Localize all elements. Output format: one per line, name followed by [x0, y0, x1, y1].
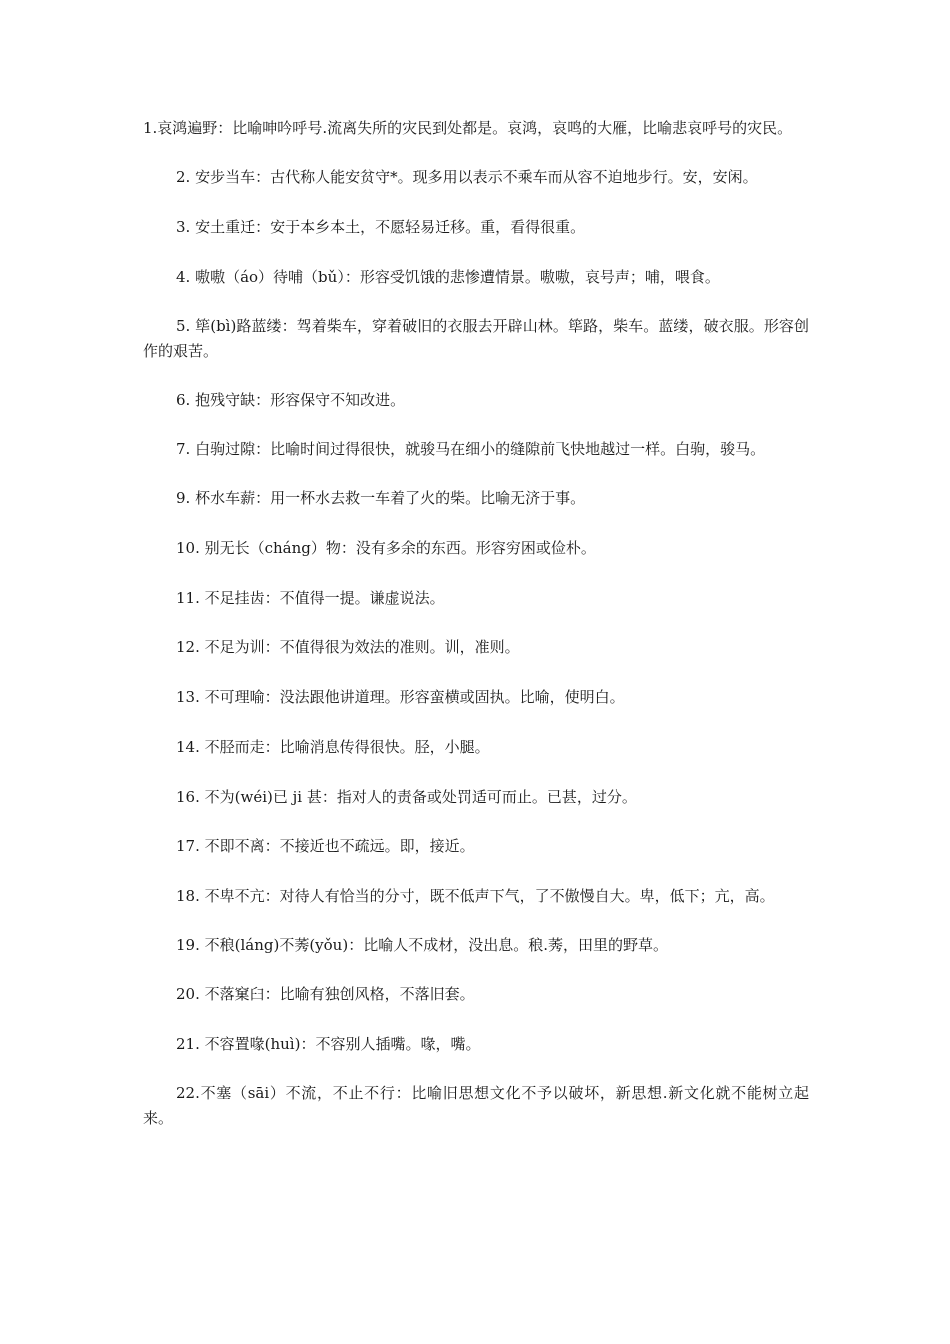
- entry-20: 20. 不落窠臼：比喻有独创风格，不落旧套。: [176, 985, 475, 1003]
- entry-17: 17. 不即不离：不接近也不疏远。即，接近。: [176, 837, 475, 855]
- document-body: [143, 116, 809, 1131]
- entry-6: 6. 抱残守缺：形容保守不知改进。: [176, 391, 406, 409]
- entry-22: 22.不塞（sāi）不流，不止不行：比喻旧思想文化不予以破坏，新思想.新文化就不能树立起来。: [143, 1084, 809, 1127]
- entry-3: 3. 安土重迁：安于本乡本土，不愿轻易迁移。重，看得很重。: [176, 218, 586, 236]
- entry-11: 11. 不足挂齿：不值得一提。谦虚说法。: [176, 589, 445, 607]
- entry-2: 2. 安步当车：古代称人能安贫守*。现多用以表示不乘车而从容不迫地步行。安，安闲。: [176, 168, 758, 186]
- entry-7: 7. 白驹过隙：比喻时间过得很快，就骏马在细小的缝隙前飞快地越过一样。白驹，骏马。: [176, 440, 766, 458]
- entry-18: 18. 不卑不亢：对待人有恰当的分寸，既不低声下气，了不傲慢自大。卑，低下；亢，高。: [176, 887, 775, 905]
- entry-9: 9. 杯水车薪：用一杯水去救一车着了火的柴。比喻无济于事。: [176, 489, 586, 507]
- entry-5: 5. 筚(bì)路蓝缕：驾着柴车，穿着破旧的衣服去开辟山林。筚路，柴车。蓝缕，破衣服。形容创作的艰苦。: [143, 317, 809, 360]
- entry-13: 13. 不可理喻：没法跟他讲道理。形容蛮横或固执。比喻，使明白。: [176, 688, 625, 706]
- entry-14: 14. 不胫而走：比喻消息传得很快。胫，小腿。: [176, 738, 490, 756]
- entry-19: 19. 不稂(láng)不莠(yǒu)：比喻人不成材，没出息。稂.莠，田里的野草。: [176, 936, 668, 954]
- entry-4: 4. 嗷嗷（áo）待哺（bǔ）：形容受饥饿的悲惨遭情景。嗷嗷，哀号声；哺，喂食。: [176, 268, 720, 286]
- entry-21: 21. 不容置喙(huì)：不容别人插嘴。喙，嘴。: [176, 1035, 481, 1053]
- entry-16: 16. 不为(wéi)已 ji 甚：指对人的责备或处罚适可而止。已甚，过分。: [176, 788, 637, 806]
- entry-1: 1.哀鸿遍野：比喻呻吟呼号.流离失所的灾民到处都是。哀鸿，哀鸣的大雁，比喻悲哀呼号的灾民。: [143, 119, 793, 137]
- entry-12: 12. 不足为训：不值得很为效法的准则。训，准则。: [176, 638, 520, 656]
- entry-10: 10. 别无长（cháng）物：没有多余的东西。形容穷困或俭朴。: [176, 539, 596, 557]
